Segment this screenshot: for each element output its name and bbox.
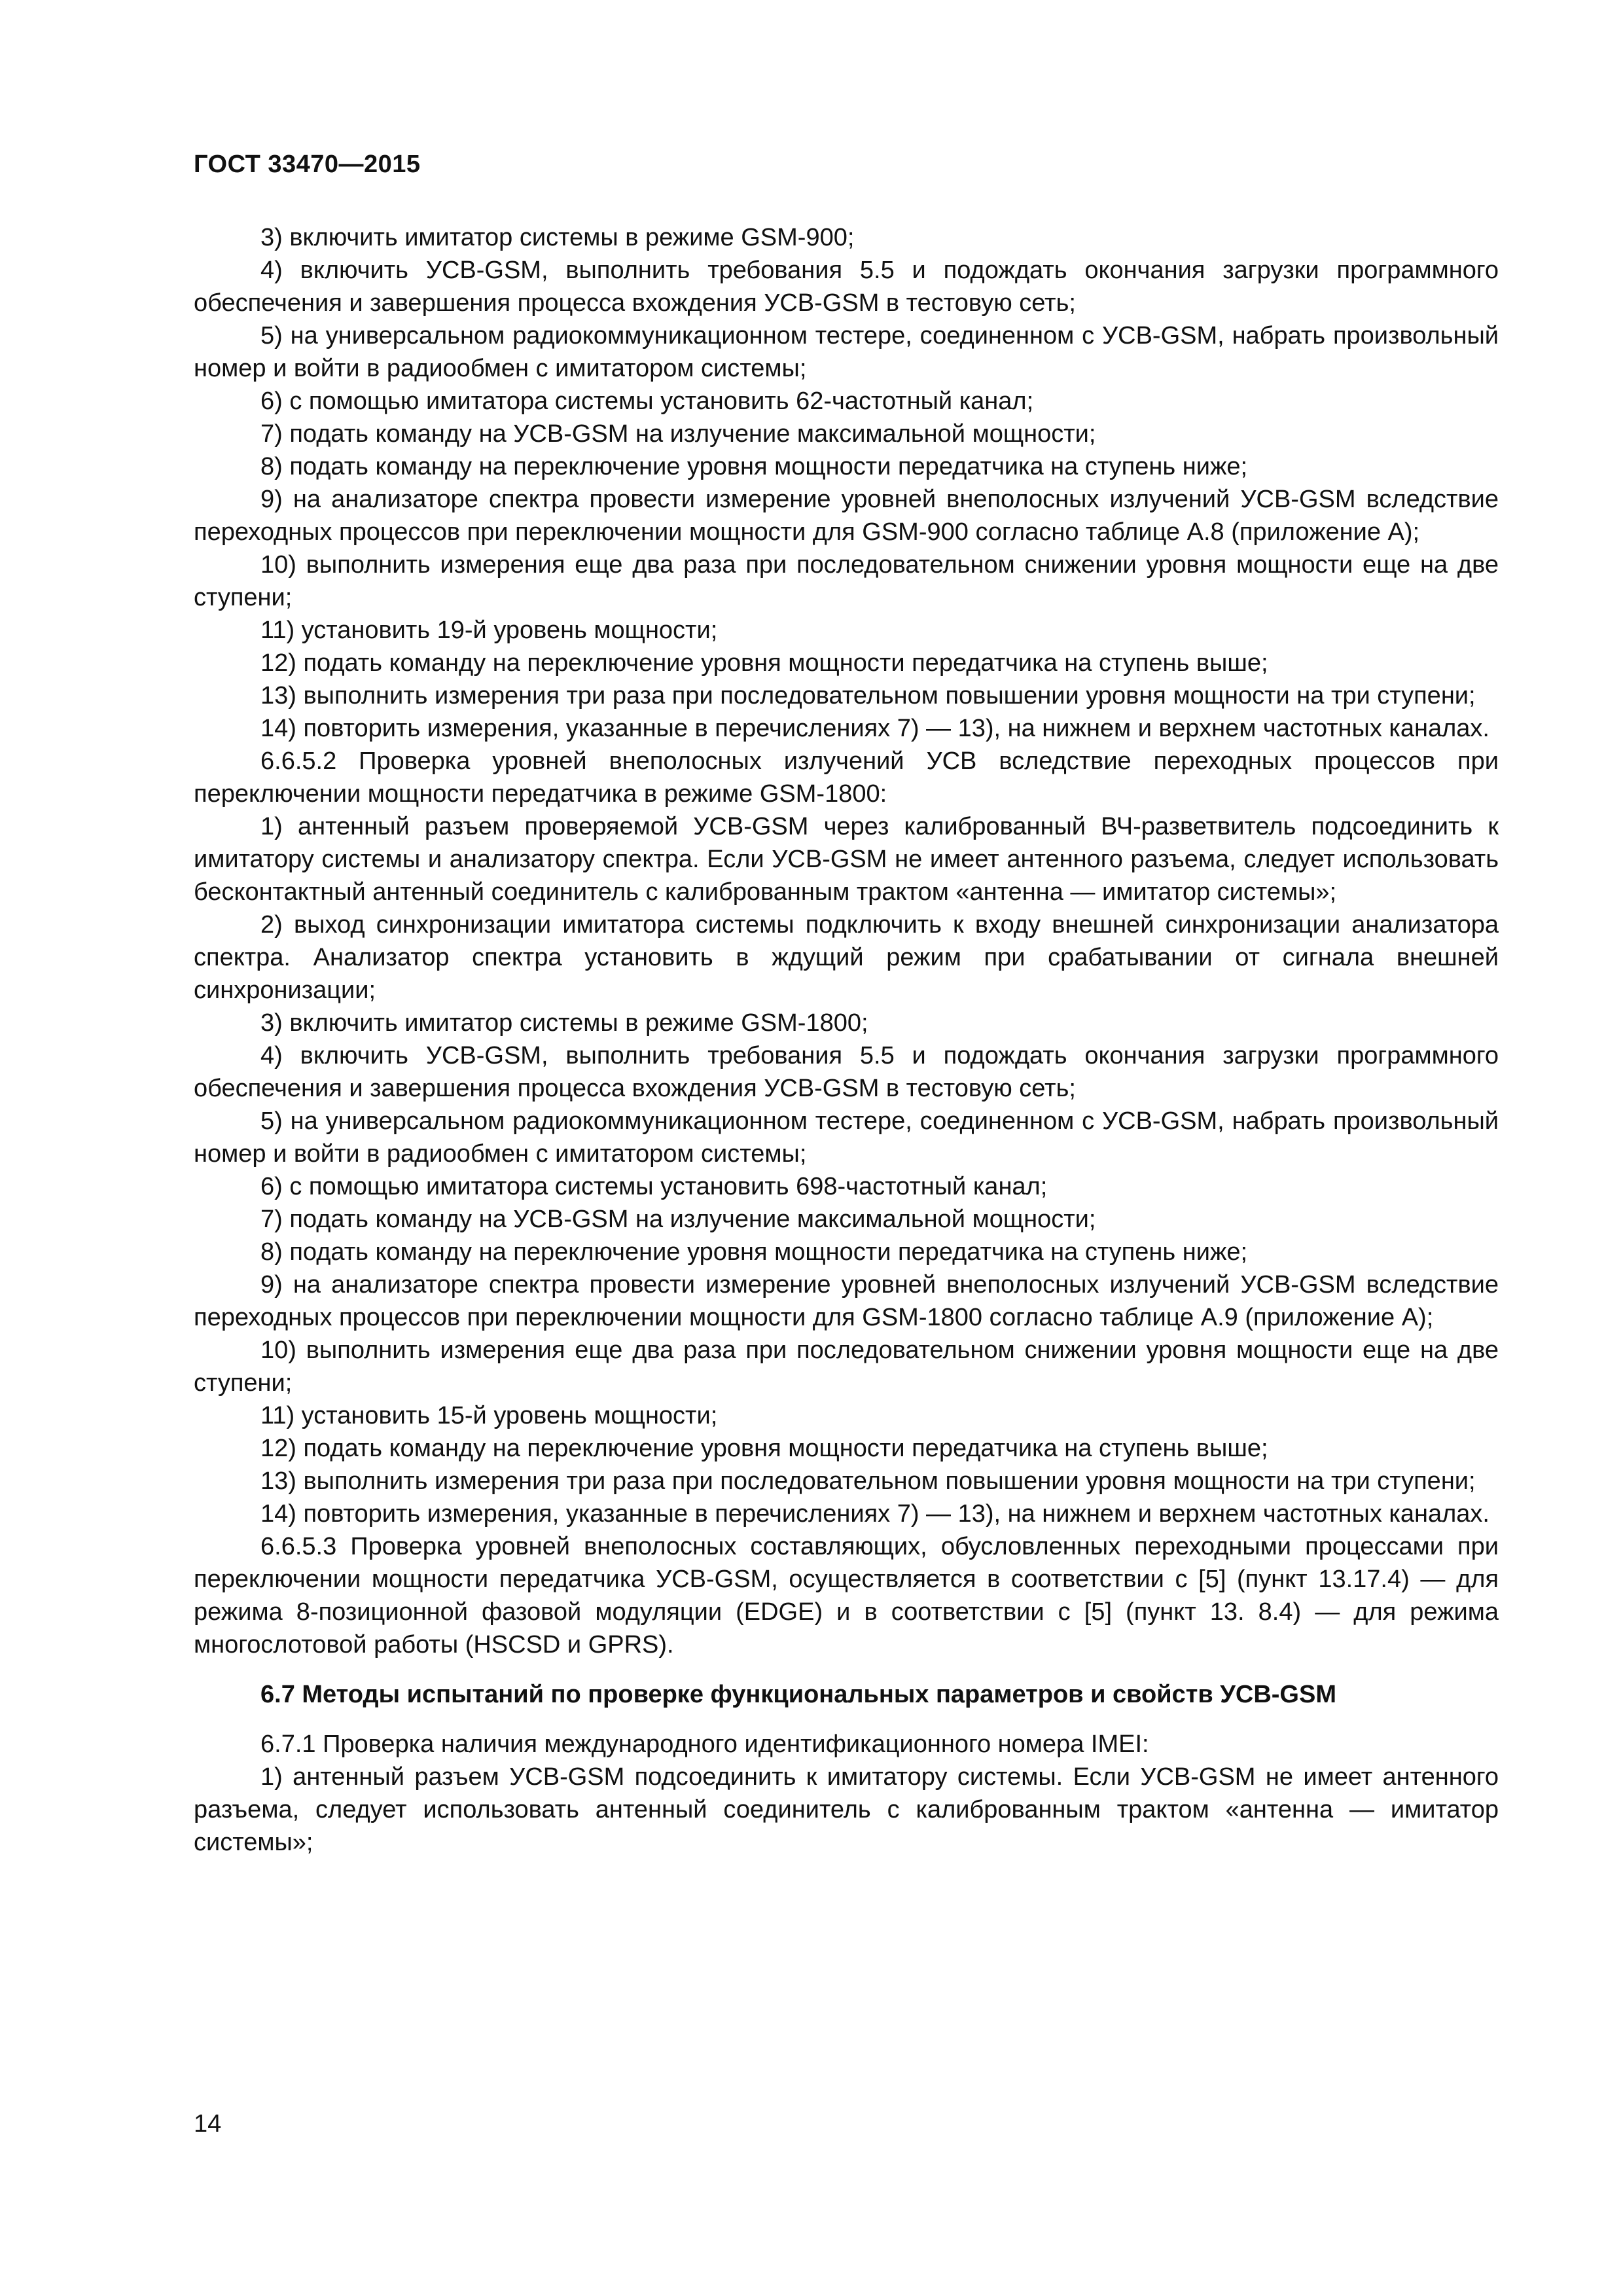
paragraph: 1) антенный разъем УСВ-GSM подсоединить к имитатору системы. Если УСВ-GSM не имеет антенного разъема, следует использовать антенный соединитель с калиброванным трактом «антенна — имитатор системы»; (194, 1763, 1499, 1856)
page-number: 14 (194, 2110, 222, 2138)
paragraph: 13) выполнить измерения три раза при последовательном повышении уровня мощности на три ступени; (260, 1467, 1476, 1495)
paragraph: 4) включить УСВ-GSM, выполнить требования 5.5 и подождать окончания загрузки программного обеспечения и завершения процесса вхождения УСВ-GSM в тестовую сеть; (194, 257, 1499, 317)
paragraph: 6.6.5.3 Проверка уровней внеполосных составляющих, обусловленных переходными процессами при переключении мощности передатчика УСВ-GSM, осуществляется в соответствии с [5] (пункт 13.17.4) — для режима 8-позиционной фазовой модуляции (EDGE) и в соответствии с [5] (пункт 13. 8.4) — для режима многослотовой работы (HSCSD и GPRS). (194, 1533, 1499, 1659)
paragraph: 12) подать команду на переключение уровня мощности передатчика на ступень выше; (260, 649, 1268, 677)
paragraph: 6) с помощью имитатора системы установить 698-частотный канал; (260, 1173, 1048, 1200)
paragraph: 3) включить имитатор системы в режиме GSM-1800; (260, 1009, 868, 1037)
document-header: ГОСТ 33470—2015 (194, 151, 421, 178)
paragraph: 5) на универсальном радиокоммуникационном тестере, соединенном с УСВ-GSM, набрать произвольный номер и войти в радиообмен с имитатором системы; (194, 1107, 1499, 1168)
paragraph: 8) подать команду на переключение уровня мощности передатчика на ступень ниже; (260, 453, 1248, 480)
paragraph: 11) установить 15-й уровень мощности; (260, 1402, 718, 1429)
paragraph: 10) выполнить измерения еще два раза при последовательном снижении уровня мощности еще на две ступени; (194, 551, 1499, 611)
paragraph: 9) на анализаторе спектра провести измерение уровней внеполосных излучений УСВ-GSM вследствие переходных процессов при переключении мощности для GSM-1800 согласно таблице А.9 (приложение А); (194, 1271, 1499, 1331)
paragraph: 13) выполнить измерения три раза при последовательном повышении уровня мощности на три ступени; (260, 682, 1476, 709)
paragraph: 14) повторить измерения, указанные в перечислениях 7) — 13), на нижнем и верхнем частотных каналах. (260, 715, 1489, 742)
paragraph: 8) подать команду на переключение уровня мощности передатчика на ступень ниже; (260, 1238, 1248, 1266)
paragraph: 6.6.5.2 Проверка уровней внеполосных излучений УСВ вследствие переходных процессов при переключении мощности передатчика в режиме GSM-1800: (194, 747, 1499, 808)
paragraph: 2) выход синхронизации имитатора системы подключить к входу внешней синхронизации анализатора спектра. Анализатор спектра установить в ждущий режим при срабатывании от сигнала внешней синхронизации; (194, 911, 1499, 1004)
paragraph: 9) на анализаторе спектра провести измерение уровней внеполосных излучений УСВ-GSM вследствие переходных процессов при переключении мощности для GSM-900 согласно таблице А.8 (приложение А); (194, 486, 1499, 546)
section-heading: 6.7 Методы испытаний по проверке функциональных параметров и свойств УСВ-GSM (260, 1681, 1336, 1708)
paragraph: 6.7.1 Проверка наличия международного идентификационного номера IMEI: (260, 1731, 1149, 1758)
paragraph: 1) антенный разъем проверяемой УСВ-GSM через калиброванный ВЧ-разветвитель подсоединить к имитатору системы и анализатору спектра. Если УСВ-GSM не имеет антенного разъема, следует использовать бесконтактный антенный соединитель с калиброванным трактом «антенна — имитатор системы»; (194, 813, 1499, 906)
paragraph: 11) установить 19-й уровень мощности; (260, 617, 718, 644)
paragraph: 6) с помощью имитатора системы установить 62-частотный канал; (260, 387, 1034, 415)
paragraph: 12) подать команду на переключение уровня мощности передатчика на ступень выше; (260, 1435, 1268, 1462)
document-body (194, 221, 1499, 1859)
paragraph: 7) подать команду на УСВ-GSM на излучение максимальной мощности; (260, 420, 1096, 448)
paragraph: 14) повторить измерения, указанные в перечислениях 7) — 13), на нижнем и верхнем частотных каналах. (260, 1500, 1489, 1528)
paragraph: 10) выполнить измерения еще два раза при последовательном снижении уровня мощности еще на две ступени; (194, 1336, 1499, 1397)
paragraph: 3) включить имитатор системы в режиме GSM-900; (260, 224, 855, 251)
paragraph: 5) на универсальном радиокоммуникационном тестере, соединенном с УСВ-GSM, набрать произвольный номер и войти в радиообмен с имитатором системы; (194, 322, 1499, 382)
paragraph: 4) включить УСВ-GSM, выполнить требования 5.5 и подождать окончания загрузки программного обеспечения и завершения процесса вхождения УСВ-GSM в тестовую сеть; (194, 1042, 1499, 1102)
paragraph: 7) подать команду на УСВ-GSM на излучение максимальной мощности; (260, 1206, 1096, 1233)
